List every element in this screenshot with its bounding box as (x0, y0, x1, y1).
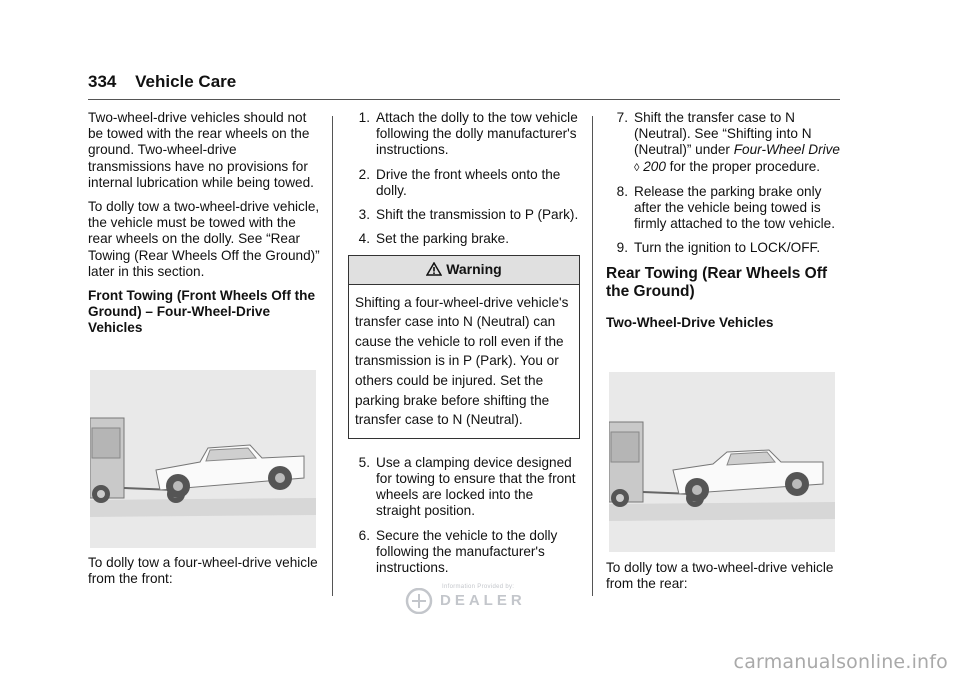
page-ref-number: 200 (643, 158, 666, 174)
warning-header (349, 256, 579, 284)
list-item: 5. Use a clamping device designed for towing to ensure that the front wheels are locked into the straight position. (358, 454, 576, 519)
figure-rear-dolly-tow (609, 372, 835, 552)
figure-front-dolly-tow (90, 370, 316, 548)
paragraph-no-rear-wheels: Two-wheel-drive vehicles should not be towed with the rear wheels on the ground. Two-wheel-drive transmissions have no provisions for internal lubrication while being towed. (88, 110, 314, 190)
warning-box (348, 255, 580, 438)
section-title: Vehicle Care (135, 72, 237, 91)
steps-list-1-4 (348, 110, 580, 247)
heading-rear-towing: Rear Towing (Rear Wheels Off the Ground) (606, 264, 828, 300)
caption-front-dolly: To dolly tow a four-wheel-drive vehicle from the front: (88, 555, 318, 587)
warning-title: Warning (446, 261, 502, 278)
list-item: 2. Drive the front wheels onto the dolly. (358, 166, 561, 198)
list-item: 9. Turn the ignition to LOCK/OFF. (616, 240, 821, 256)
caption-rear-dolly: To dolly tow a two-wheel-drive vehicle from the rear: (606, 560, 834, 592)
page-number: 334 (88, 72, 117, 91)
page-header (88, 72, 236, 92)
list-item: 7. Shift the transfer case to N (Neutral). See “Shifting into N (Neutral)” under Four-Wheel Drive ◊ 200 for the proper procedure. (616, 110, 840, 174)
dealer-watermark (404, 584, 554, 618)
list-item: 8. Release the parking brake only after the vehicle being towed is firmly attached to the tow vehicle. (616, 183, 835, 232)
column-divider-left (332, 116, 333, 596)
right-caption-block (606, 560, 840, 600)
middle-column (348, 110, 580, 584)
watermark-wordmark: DEALER (440, 592, 526, 609)
list-item: 6. Secure the vehicle to the dolly following the manufacturer's instructions. (358, 527, 558, 575)
xref-four-wheel-drive: Four-Wheel Drive (733, 142, 840, 158)
footer-url[interactable]: carmanualsonline.info (733, 651, 948, 673)
warning-triangle-icon (426, 261, 446, 277)
steps-list-5-6 (348, 455, 580, 576)
list-item: 4. Set the parking brake. (358, 231, 509, 247)
left-caption-block (88, 555, 320, 595)
steps-list-7-9 (606, 110, 840, 257)
right-column (606, 110, 840, 339)
header-rule (88, 99, 840, 100)
paragraph-dolly-tow-2wd: To dolly tow a two-wheel-drive vehicle, the vehicle must be towed with the rear wheels on the dolly. See “Rear Towing (Rear Wheels Off the Ground)” later in this section. (88, 199, 320, 279)
watermark-caption: Information Provided by: (442, 584, 515, 590)
subhead-two-wheel-drive: Two-Wheel-Drive Vehicles (606, 314, 774, 330)
page-ref-diamond-icon: ◊ (634, 161, 640, 174)
left-column (88, 110, 320, 345)
dealer-logo-icon (404, 588, 434, 619)
column-divider-right (592, 116, 593, 596)
subhead-front-towing: Front Towing (Front Wheels Off the Ground) – Four-Wheel-Drive Vehicles (88, 288, 316, 336)
list-item: 3. Shift the transmission to P (Park). (358, 207, 579, 223)
list-item: 1. Attach the dolly to the tow vehicle following the dolly manufacturer's instructions. (358, 110, 578, 158)
warning-text: Shifting a four-wheel-drive vehicle's transfer case into N (Neutral) can cause the vehicle to roll even if the transmission is in P (Park). You or others could be injured. Set the parking brake before shifting the transfer case to N (Neutral). (355, 294, 569, 428)
